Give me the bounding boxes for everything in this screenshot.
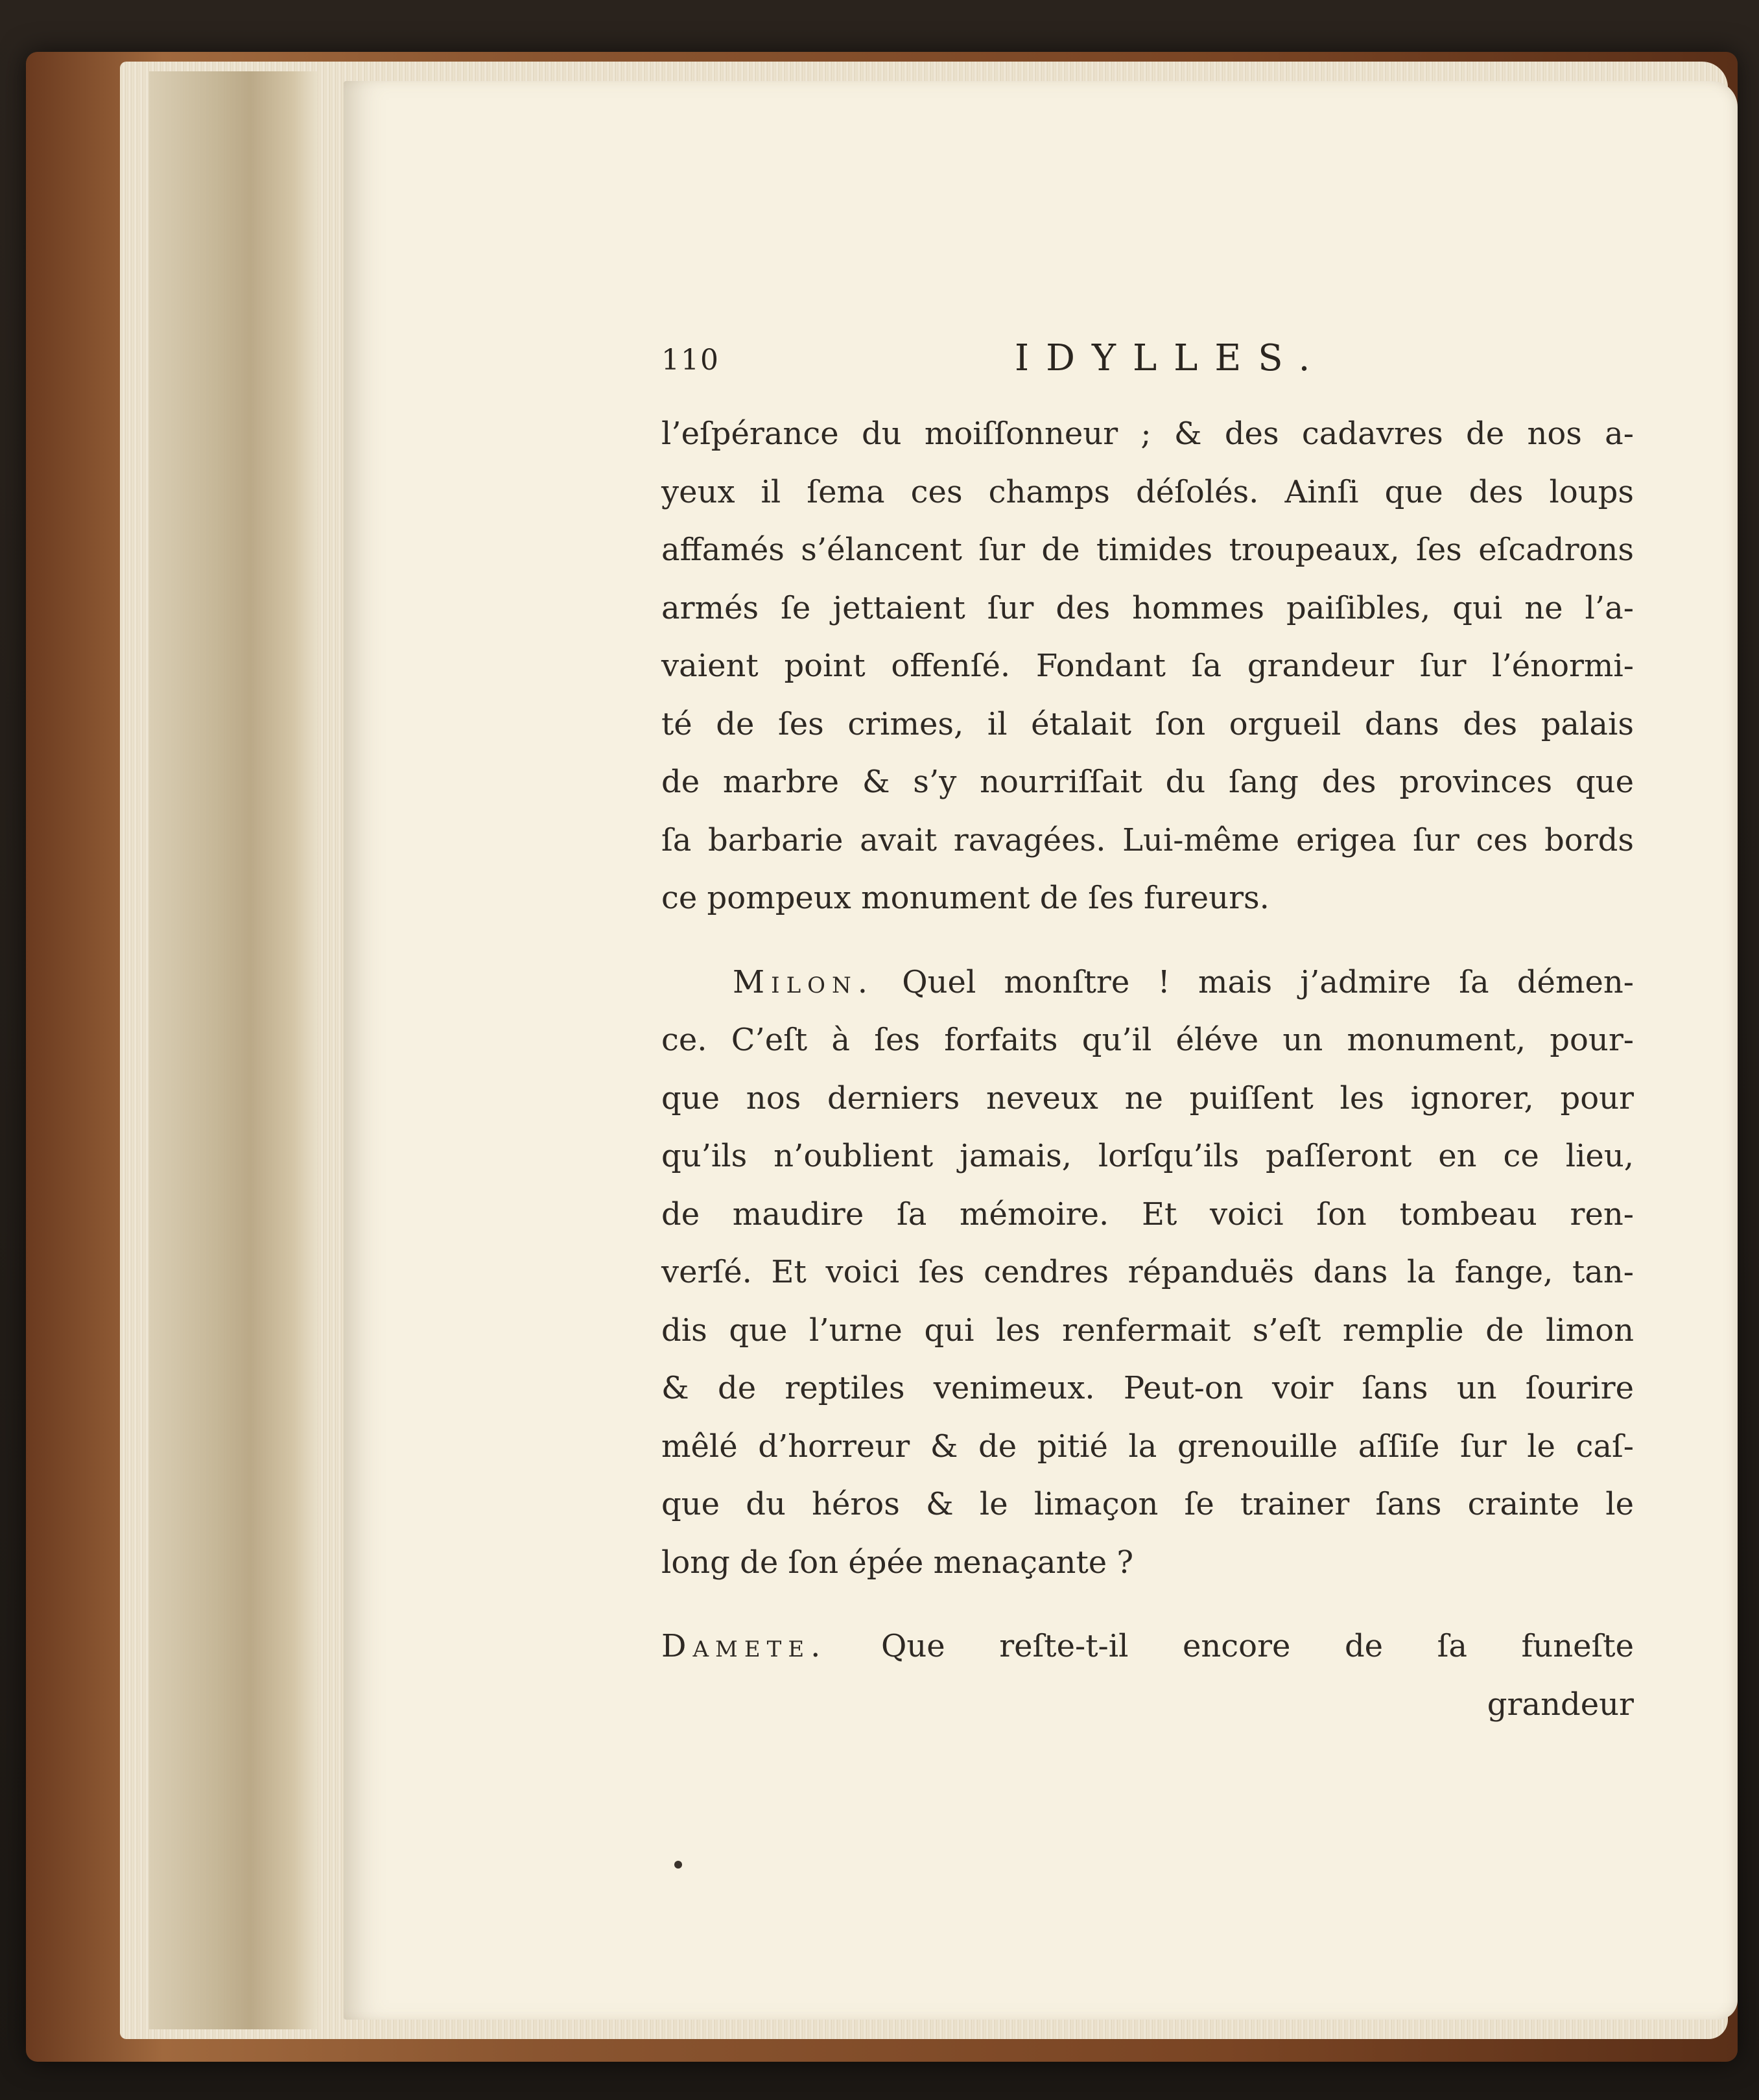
text-span: Que reſte-t-il encore de ſa funeſte bbox=[880, 1628, 1634, 1664]
paragraph-3 bbox=[661, 1618, 1634, 1734]
text-line: que nos derniers neveux ne puiſſent les ignorer, pour bbox=[661, 1079, 1634, 1116]
text-line: ſa barbarie avait ravagées. Lui-même erigea ſur ces bords bbox=[661, 821, 1634, 858]
body-text bbox=[661, 405, 1634, 1734]
text-line: de marbre & s’y nourriſſait du ſang des provinces que bbox=[661, 764, 1634, 800]
speaker-name: Milon. bbox=[733, 963, 875, 1000]
text-line: verſé. Et voici ſes cendres répanduës dans la fange, tan- bbox=[661, 1254, 1634, 1290]
text-line: armés ſe jettaient ſur des hommes paiſibles, qui ne l’a- bbox=[661, 589, 1634, 626]
catchword: grandeur bbox=[1487, 1686, 1634, 1723]
paragraph-1 bbox=[661, 405, 1634, 928]
speech-first-line bbox=[661, 1618, 1634, 1676]
speech-first-line bbox=[661, 954, 1634, 1012]
speaker-name: Damete. bbox=[661, 1628, 827, 1664]
text-line: ce. C’eſt à ſes forfaits qu’il éléve un monument, pour- bbox=[661, 1022, 1634, 1058]
text-line: yeux il ſema ces champs déſolés. Ainſi que des loups bbox=[661, 473, 1634, 510]
paragraph-2 bbox=[661, 954, 1634, 1592]
text-span: Quel monſtre ! mais j’admire ſa démen- bbox=[902, 963, 1634, 1000]
page-title: IDYLLES. bbox=[1015, 337, 1327, 379]
text-line: long de ſon épée menaçante ? bbox=[661, 1544, 1134, 1581]
page-edges bbox=[149, 71, 318, 2029]
text-line: dis que l’urne qui les renfermait s’eſt remplie de limon bbox=[661, 1312, 1634, 1349]
text-line: de maudire ſa mémoire. Et voici ſon tombeau ren- bbox=[661, 1196, 1634, 1233]
text-line: mêlé d’horreur & de pitié la grenouille aſſiſe ſur le caſ- bbox=[661, 1428, 1634, 1465]
text-line: l’eſpérance du moiſſonneur ; & des cadavres de nos a- bbox=[661, 416, 1634, 452]
text-line: affamés s’élancent ſur de timides troupeaux, ſes eſcadrons bbox=[661, 532, 1634, 568]
running-head bbox=[661, 337, 1634, 395]
text-line: & de reptiles venimeux. Peut-on voir ſans un ſourire bbox=[661, 1370, 1634, 1406]
text-line: qu’ils n’oublient jamais, lorſqu’ils paſſeront en ce lieu, bbox=[661, 1138, 1634, 1174]
ink-spot bbox=[674, 1861, 682, 1869]
text-line: ce pompeux monument de ſes fureurs. bbox=[661, 880, 1269, 916]
text-line: té de ſes crimes, il étalait ſon orgueil dans des palais bbox=[661, 705, 1634, 742]
text-line: que du héros & le limaçon ſe trainer ſans crainte le bbox=[661, 1486, 1634, 1522]
page-number: 110 bbox=[661, 344, 720, 377]
text-line: vaient point offenſé. Fondant ſa grandeur ſur l’énormi- bbox=[661, 648, 1634, 684]
